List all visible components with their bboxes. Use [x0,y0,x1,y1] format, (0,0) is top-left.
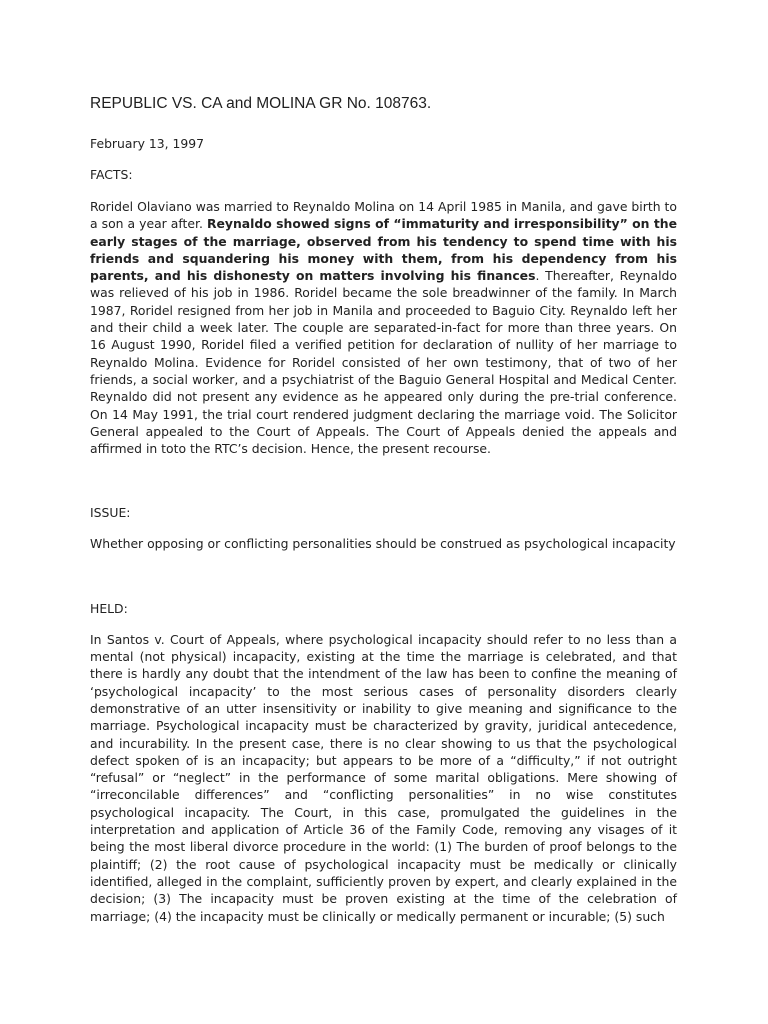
spacer [90,617,677,631]
spacer [90,553,677,600]
document-title: REPUBLIC VS. CA and MOLINA GR No. 108763. [90,95,432,112]
held-heading: HELD: [90,600,128,616]
spacer [90,521,677,535]
facts-rest-text: . Thereafter, Reynaldo was relieved of his job in 1986. Roridel became the sole breadwinner of the family. In March 1987, Roridel resigned from her job in Manila and proceeded to Baguio City. Reynaldo left her and their child a week later. The couple are separated-in-fact for more than three years. On 16 August 1990, Roridel filed a verified petition for declaration of nullity of her marriage to Reynaldo Molina. Evidence for Roridel consisted of her own testimony, that of two of her friends, a social worker, and a psychiatrist of the Baguio General Hospital and Medical Center. Reynaldo did not present any evidence as he appeared only during the pre-trial conference. On 14 May 1991, the trial court rendered judgment declaring the marriage void. The Solicitor General appealed to the Court of Appeals. The Court of Appeals denied the appeals and affirmed in toto the RTC’s decision. Hence, the present recourse. [90,268,677,457]
held-paragraph: In Santos v. Court of Appeals, where psychological incapacity should refer to no less than a mental (not physical) incapacity, existing at the time the marriage is celebrated, and that there is hardly any doubt that the intendment of the law has been to confine the meaning of ‘psychological incapacity’ to the most serious cases of personality disorders clearly demonstrative of an utter insensitivity or inability to give meaning and significance to the marriage. Psychological incapacity must be characterized by gravity, juridical antecedence, and incurability. In the present case, there is no clear showing to us that the psychological defect spoken of is an incapacity; but appears to be more of a “difficulty,” if not outright “refusal” or “neglect” in the performance of some marital obligations. Mere showing of “irreconcilable differences” and “conflicting personalities” in no wise constitutes psychological incapacity. The Court, in this case, promulgated the guidelines in the interpretation and application of Article 36 of the Family Code, removing any visages of it being the most liberal divorce procedure in the world: (1) The burden of proof belongs to the plaintiff; (2) the root cause of psychological incapacity must be medically or clinically identified, alleged in the complaint, sufficiently proven by expert, and clearly explained in the decision; (3) The incapacity must be proven existing at the time of the celebration of marriage; (4) the incapacity must be clinically or medically permanent or incurable; (5) such [90,631,677,924]
issue-heading: ISSUE: [90,505,131,521]
facts-paragraph [90,198,677,457]
facts-heading: FACTS: [90,167,133,182]
document-page [90,94,677,925]
issue-paragraph: Whether opposing or conflicting personalities should be construed as psychological incapacity [90,536,676,552]
facts-lead-text: Roridel Olaviano was married to Reynaldo Molina on 14 April 1985 in Manila, and gave birth to a son a year after. [90,199,677,232]
decision-date: February 13, 1997 [90,136,205,151]
spacer [90,457,677,504]
facts-emphasis-text: Reynaldo showed signs of “immaturity and irresponsibility” on the early stages of the marriage, observed from his tendency to spend time with his friends and squandering his money with them, from his dependency from his parents, and his dishonesty on matters involving his finances [90,216,677,284]
spacer [90,183,677,198]
